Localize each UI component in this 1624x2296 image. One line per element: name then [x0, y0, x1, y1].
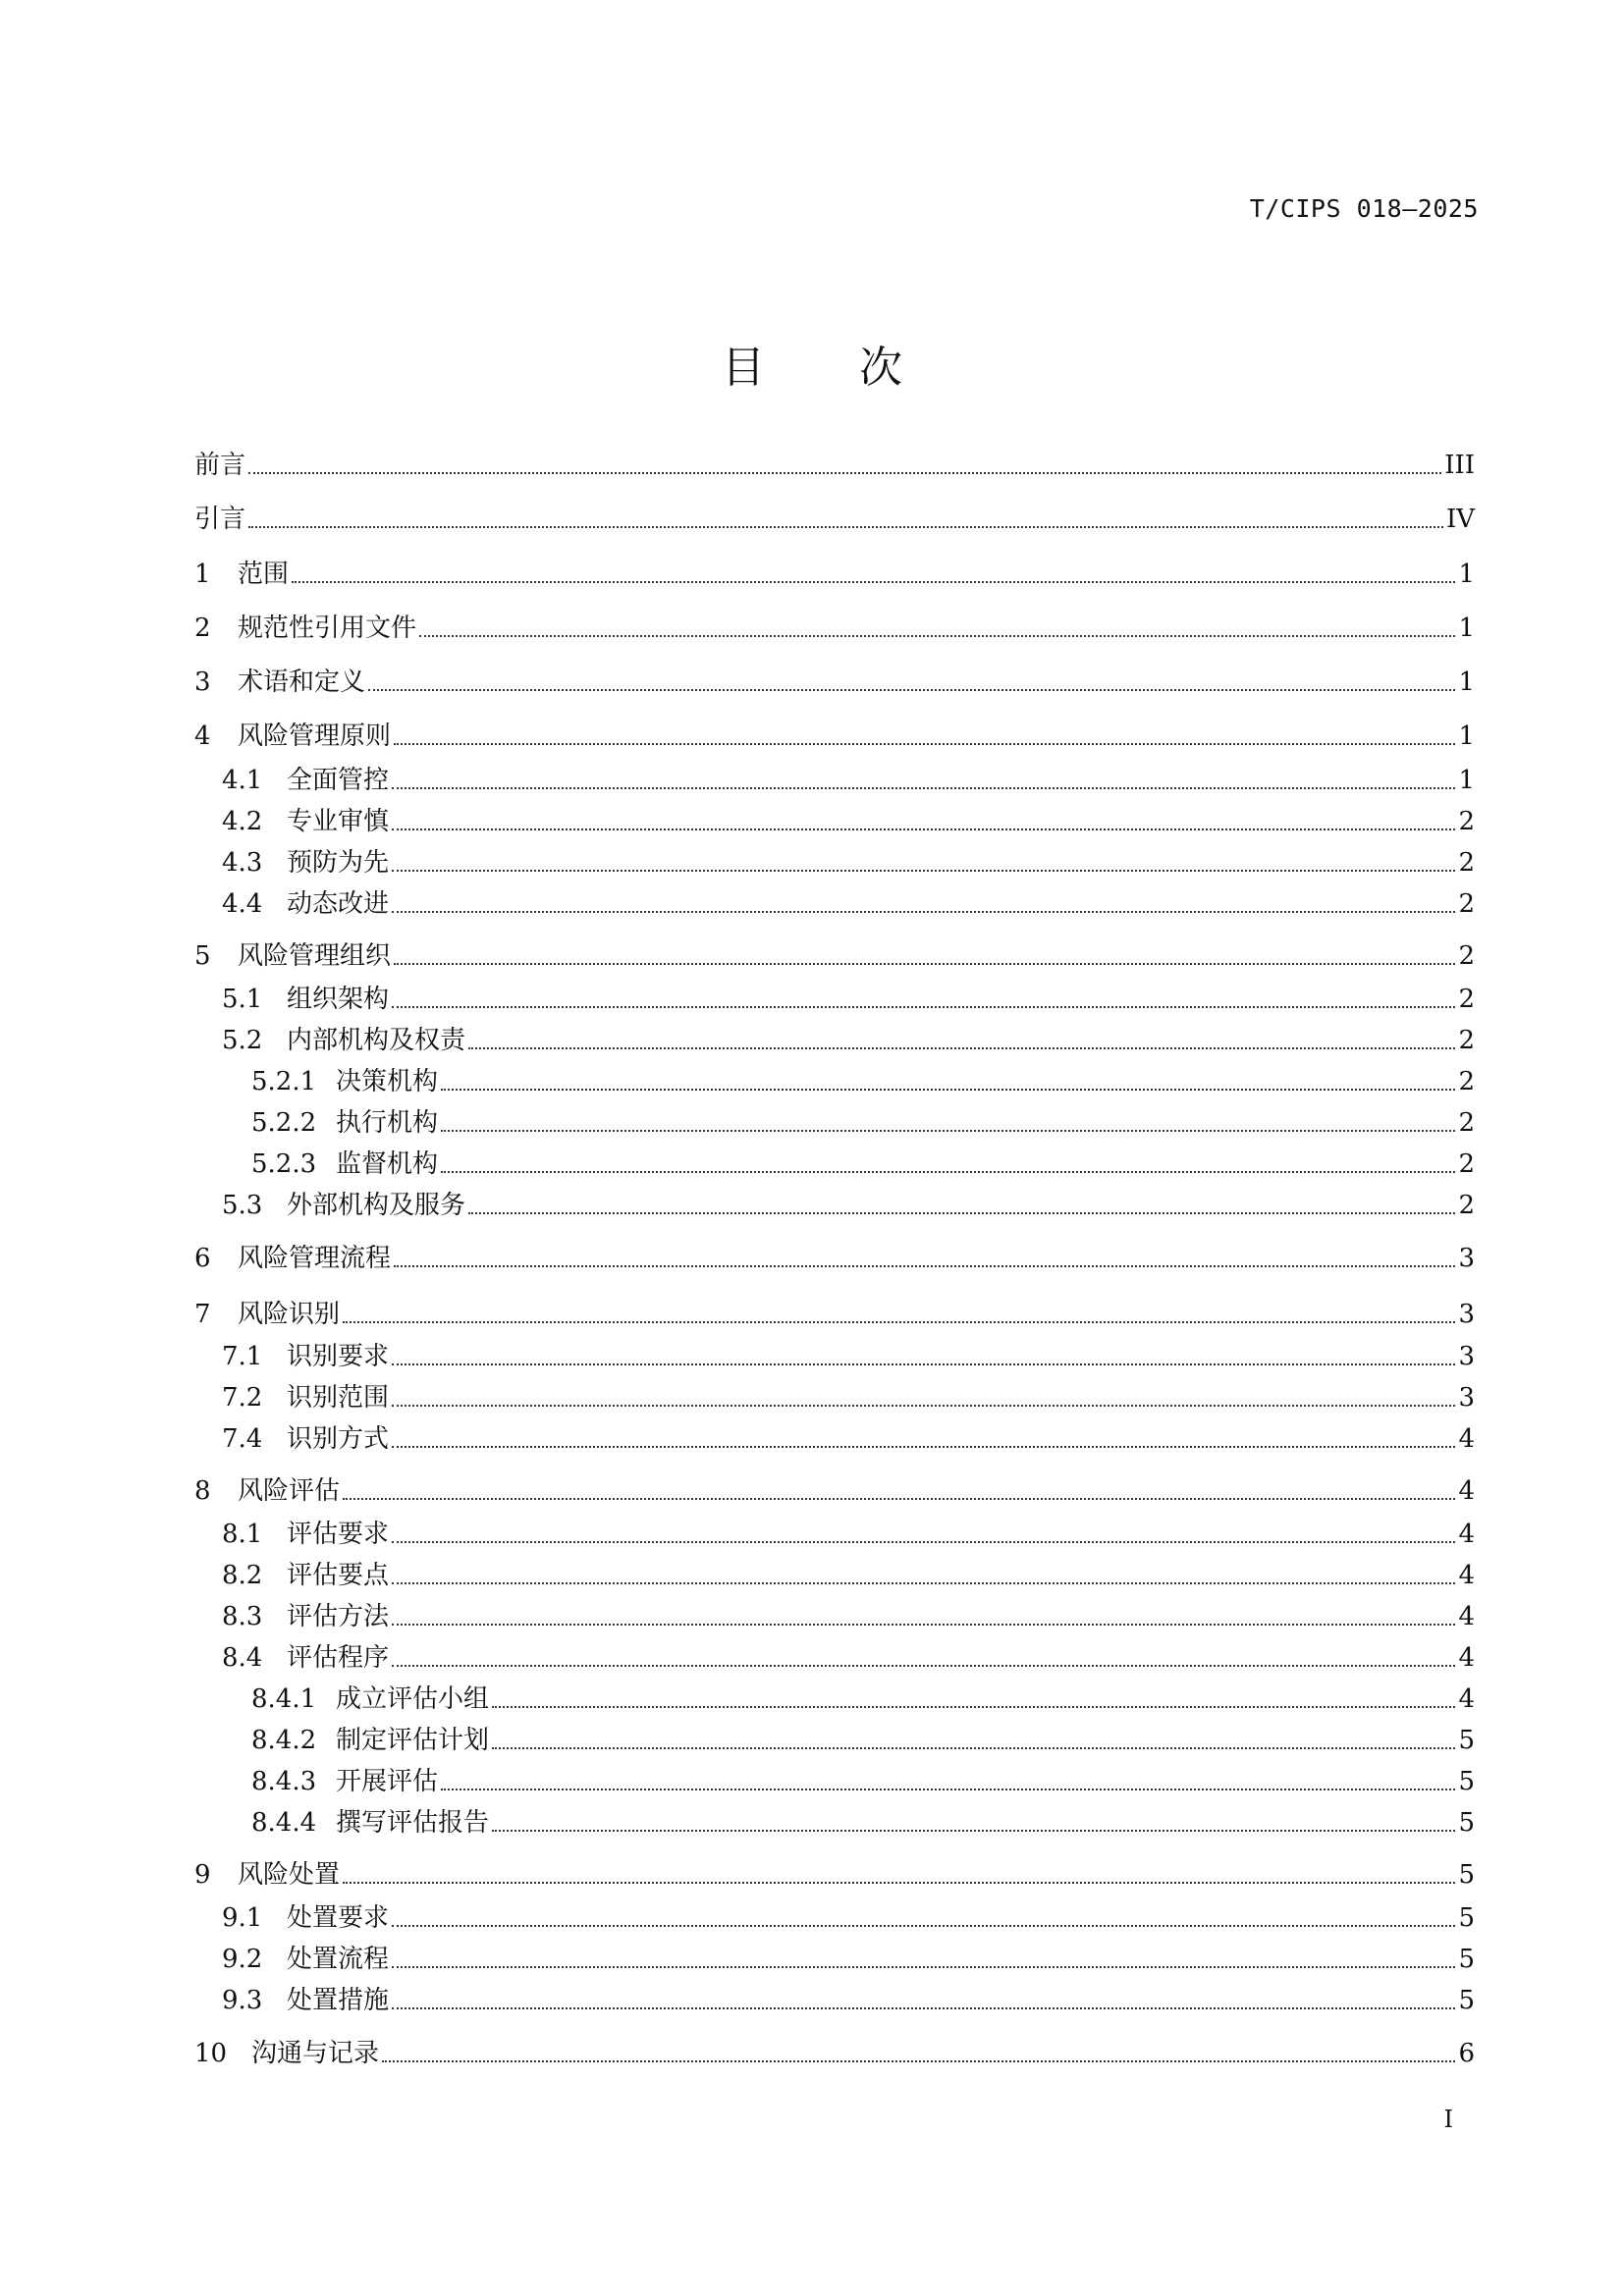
toc-entry[interactable] [251, 1725, 1475, 1756]
toc-entry[interactable] [194, 1475, 1475, 1507]
toc-entry-page: 5 [1458, 1903, 1475, 1933]
toc-entry-page: 4 [1458, 1643, 1475, 1673]
toc-entry[interactable] [222, 1560, 1475, 1591]
toc-entry[interactable] [194, 1299, 1475, 1330]
toc-entry-number: 8.4.3 [251, 1767, 317, 1796]
toc-entry-label: 执行机构 [336, 1108, 439, 1138]
toc-entry-number: 9 [194, 1860, 211, 1890]
dot-leader [392, 1405, 1455, 1407]
toc-entry-label: 决策机构 [336, 1067, 439, 1096]
toc-entry-number: 7.4 [222, 1424, 263, 1454]
toc-entry-number: 6 [194, 1244, 211, 1273]
toc-entry-page: 1 [1458, 667, 1475, 697]
toc-entry-page: 4 [1458, 1424, 1475, 1454]
dot-leader [394, 963, 1455, 965]
toc-entry-label: 组织架构 [287, 985, 390, 1014]
toc-entry-page: 3 [1458, 1342, 1475, 1371]
toc-entry[interactable] [251, 1107, 1475, 1139]
toc-entry-number: 4.2 [222, 807, 263, 836]
document-code: T/CIPS 018—2025 [1249, 194, 1479, 223]
toc-entry-page: 3 [1458, 1383, 1475, 1413]
toc-entry-number: 7 [194, 1300, 211, 1329]
toc-entry-number: 5.2.2 [251, 1108, 317, 1138]
dot-leader [441, 1089, 1455, 1091]
toc-entry[interactable] [194, 940, 1475, 972]
toc-entry-number: 9.3 [222, 1986, 263, 2015]
dot-leader [392, 1006, 1455, 1008]
toc-entry[interactable] [251, 1766, 1475, 1797]
toc-entry-page: 2 [1458, 807, 1475, 836]
dot-leader [248, 526, 1443, 528]
toc-entry-label: 预防为先 [287, 848, 390, 878]
toc-entry-label: 处置流程 [287, 1945, 390, 1974]
dot-leader [468, 1212, 1455, 1214]
toc-entry-label: 动态改进 [287, 889, 390, 919]
dot-leader [392, 1446, 1455, 1448]
toc-entry[interactable] [222, 1190, 1475, 1221]
toc-entry-page: 2 [1458, 1108, 1475, 1138]
toc-entry-page: III [1444, 451, 1475, 480]
toc-entry-number: 2 [194, 614, 211, 643]
toc-entry-label: 风险处置 [238, 1860, 341, 1890]
toc-entry-page: 5 [1458, 1860, 1475, 1890]
toc-entry-number: 4.3 [222, 848, 263, 878]
toc-entry-label: 评估程序 [287, 1643, 390, 1673]
dot-leader [394, 1265, 1455, 1267]
toc-entry[interactable] [222, 888, 1475, 920]
toc-entry-label: 术语和定义 [238, 667, 366, 697]
toc-entry[interactable] [222, 1519, 1475, 1550]
toc-entry-number: 5.2.1 [251, 1067, 317, 1096]
toc-entry-label: 内部机构及权责 [287, 1026, 466, 1055]
toc-entry-number: 5 [194, 941, 211, 971]
dot-leader [492, 1830, 1455, 1832]
toc-entry[interactable] [194, 450, 1475, 481]
title-char-2: 次 [859, 343, 902, 393]
title-char-1: 目 [722, 343, 765, 393]
toc-entry-number: 8.1 [222, 1520, 263, 1549]
toc-entry-number: 8.4.4 [251, 1808, 317, 1838]
dot-leader [248, 472, 1441, 474]
dot-leader [492, 1747, 1455, 1749]
dot-leader [382, 2060, 1455, 2062]
toc-entry-page: 4 [1458, 1520, 1475, 1549]
toc-entry-page: 4 [1458, 1684, 1475, 1714]
dot-leader [343, 1321, 1455, 1323]
toc-entry-page: 5 [1458, 1945, 1475, 1974]
toc-entry[interactable] [222, 1944, 1475, 1975]
dot-leader [392, 828, 1455, 830]
toc-entry-label: 评估要求 [287, 1520, 390, 1549]
dot-leader [392, 1665, 1455, 1667]
toc-entry-page: 1 [1458, 560, 1475, 589]
toc-entry-number: 9.2 [222, 1945, 263, 1974]
toc-entry-number: 4.1 [222, 766, 263, 795]
toc-entry-number: 8.4 [222, 1643, 263, 1673]
toc-entry-number: 8 [194, 1476, 211, 1506]
toc-entry-number: 5.2.3 [251, 1149, 317, 1179]
toc-entry-number: 7.1 [222, 1342, 263, 1371]
toc-entry-page: 2 [1458, 1149, 1475, 1179]
toc-entry-label: 外部机构及服务 [287, 1191, 466, 1220]
page-number: I [1443, 2106, 1453, 2133]
toc-entry-label: 沟通与记录 [251, 2039, 380, 2068]
toc-entry-label: 成立评估小组 [336, 1684, 490, 1714]
toc-entry-number: 8.4.1 [251, 1684, 317, 1714]
toc-entry-page: 2 [1458, 941, 1475, 971]
toc-entry-label: 处置措施 [287, 1986, 390, 2015]
toc-entry-label: 风险评估 [238, 1476, 341, 1506]
toc-entry[interactable] [222, 806, 1475, 837]
toc-entry-page: 5 [1458, 1726, 1475, 1755]
toc-entry[interactable] [194, 667, 1475, 698]
dot-leader [392, 1363, 1455, 1365]
toc-entry-page: 3 [1458, 1244, 1475, 1273]
dot-leader [292, 581, 1455, 583]
toc-entry[interactable] [194, 1243, 1475, 1274]
toc-entry[interactable] [251, 1807, 1475, 1839]
toc-entry-number: 5.3 [222, 1191, 263, 1220]
dot-leader [392, 870, 1455, 872]
toc-entry[interactable] [251, 1683, 1475, 1715]
toc-entry-label: 识别要求 [287, 1342, 390, 1371]
toc-entry-number: 10 [194, 2039, 228, 2068]
toc-entry-number: 7.2 [222, 1383, 263, 1413]
dot-leader [343, 1882, 1455, 1884]
toc-entry[interactable] [222, 1902, 1475, 1934]
toc-entry[interactable] [222, 984, 1475, 1015]
toc-entry[interactable] [251, 1148, 1475, 1180]
dot-leader [441, 1130, 1455, 1132]
toc-entry[interactable] [222, 1025, 1475, 1056]
toc-entry-number: 4.4 [222, 889, 263, 919]
dot-leader [392, 2007, 1455, 2009]
toc-entry-label: 制定评估计划 [336, 1726, 490, 1755]
toc-entry-number: 8.2 [222, 1561, 263, 1590]
dot-leader [441, 1171, 1455, 1173]
toc-entry[interactable] [194, 613, 1475, 644]
toc-entry[interactable] [222, 1642, 1475, 1674]
dot-leader [492, 1706, 1455, 1708]
toc-entry-page: 2 [1458, 848, 1475, 878]
toc-entry[interactable] [194, 559, 1475, 590]
toc-entry-label: 评估方法 [287, 1602, 390, 1631]
toc-entry[interactable] [222, 847, 1475, 879]
toc-entry[interactable] [222, 765, 1475, 796]
dot-leader [392, 787, 1455, 789]
toc-entry-page: IV [1445, 505, 1475, 534]
dot-leader [392, 1582, 1455, 1584]
toc-entry-label: 专业审慎 [287, 807, 390, 836]
toc-entry-label: 撰写评估报告 [336, 1808, 490, 1838]
toc-entry-number: 3 [194, 667, 211, 697]
toc-entry-label: 规范性引用文件 [238, 614, 417, 643]
dot-leader [441, 1789, 1455, 1790]
toc-entry-label: 全面管控 [287, 766, 390, 795]
toc-entry-page: 2 [1458, 985, 1475, 1014]
toc-entry[interactable] [194, 1859, 1475, 1891]
toc-entry-number: 4 [194, 721, 211, 751]
toc-entry-label: 监督机构 [336, 1149, 439, 1179]
toc-entry[interactable] [222, 1601, 1475, 1632]
dot-leader [394, 743, 1455, 745]
toc-entry-page: 4 [1458, 1602, 1475, 1631]
toc-entry-number: 8.3 [222, 1602, 263, 1631]
toc-entry-label: 风险管理组织 [238, 941, 392, 971]
dot-leader [392, 1541, 1455, 1543]
toc-entry-number: 1 [194, 560, 211, 589]
toc-entry-page: 5 [1458, 1767, 1475, 1796]
toc-entry-label: 范围 [238, 560, 290, 589]
toc-entry[interactable] [251, 1066, 1475, 1097]
dot-leader [343, 1498, 1455, 1500]
toc-entry-page: 4 [1458, 1476, 1475, 1506]
toc-entry-page: 5 [1458, 1808, 1475, 1838]
toc-entry-page: 1 [1458, 766, 1475, 795]
toc-entry-number: 5.2 [222, 1026, 263, 1055]
toc-entry[interactable] [194, 2038, 1475, 2069]
toc-entry-label: 风险识别 [238, 1300, 341, 1329]
toc-entry-number: 9.1 [222, 1903, 263, 1933]
dot-leader [392, 911, 1455, 913]
toc-entry-label: 处置要求 [287, 1903, 390, 1933]
toc-entry[interactable] [194, 721, 1475, 752]
toc-entry-label: 识别范围 [287, 1383, 390, 1413]
toc-entry-page: 2 [1458, 1026, 1475, 1055]
dot-leader [392, 1966, 1455, 1968]
dot-leader [419, 635, 1455, 637]
toc-entry-label: 开展评估 [336, 1767, 439, 1796]
toc-entry-label: 前言 [194, 451, 246, 480]
toc-entry-page: 2 [1458, 1191, 1475, 1220]
toc-entry[interactable] [222, 1382, 1475, 1414]
toc-entry-number: 5.1 [222, 985, 263, 1014]
toc-entry-label: 风险管理流程 [238, 1244, 392, 1273]
toc-entry-page: 2 [1458, 1067, 1475, 1096]
toc-entry-label: 识别方式 [287, 1424, 390, 1454]
toc-entry-number: 8.4.2 [251, 1726, 317, 1755]
dot-leader [368, 689, 1455, 691]
dot-leader [468, 1047, 1455, 1049]
toc-entry[interactable] [222, 1423, 1475, 1455]
dot-leader [392, 1925, 1455, 1927]
toc-entry[interactable] [222, 1341, 1475, 1372]
toc-entry-page: 2 [1458, 889, 1475, 919]
toc-entry-page: 1 [1458, 721, 1475, 751]
toc-entry-page: 4 [1458, 1561, 1475, 1590]
toc-entry[interactable] [222, 1985, 1475, 2016]
toc-entry-label: 评估要点 [287, 1561, 390, 1590]
toc-entry-label: 引言 [194, 505, 246, 534]
toc-entry-page: 6 [1458, 2039, 1475, 2068]
toc-entry-label: 风险管理原则 [238, 721, 392, 751]
toc-entry-page: 5 [1458, 1986, 1475, 2015]
dot-leader [392, 1624, 1455, 1626]
toc-entry-page: 1 [1458, 614, 1475, 643]
toc-entry[interactable] [194, 504, 1475, 535]
toc-entry-page: 3 [1458, 1300, 1475, 1329]
